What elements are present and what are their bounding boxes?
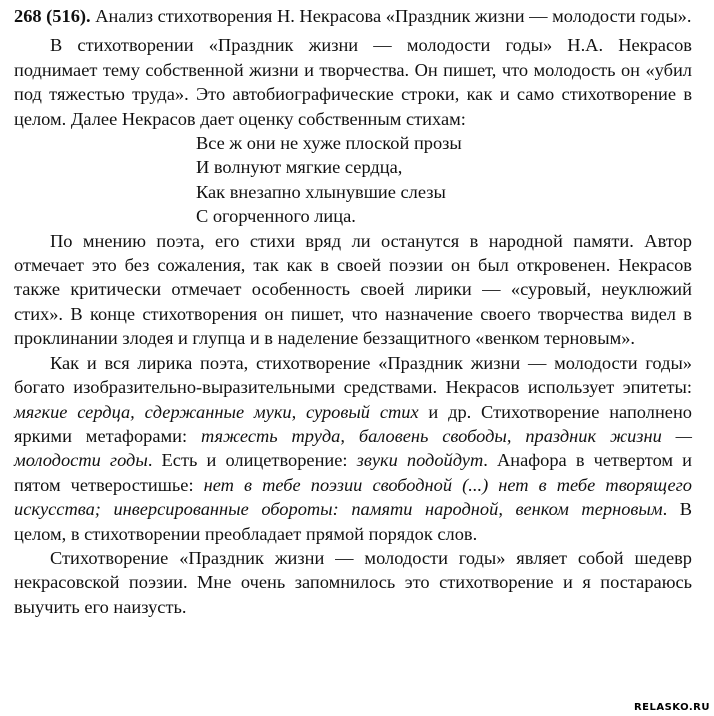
document-page [14, 4, 692, 619]
verse-line: Как внезапно хлынувшие слезы [196, 181, 446, 202]
site-watermark: RELASKO.RU [633, 702, 710, 713]
devices-text: . В целом, в стихотворении преобладает прямой порядок слов. [14, 499, 693, 544]
epithets-examples: мягкие сердца, сдержанные муки, суровый стих [14, 401, 419, 422]
verse-line: С огорченного лица. [196, 206, 356, 227]
exercise-title: Анализ стихотворения Н. Некрасова «Праздник жизни — молодости годы». [95, 6, 692, 26]
exercise-heading [14, 4, 692, 28]
metaphors-examples: тяжесть труда, баловень свободы, праздник жизни — молодости годы [14, 425, 693, 471]
paragraph-opinion: По мнению поэта, его стихи вряд ли останутся в народной памяти. Автор отмечает это без сожаления, так как в своей поэзии он был откровенен. Некрасов также критически отмечает особенность своей лирики — «суровый, неуклюжий стих». В конце стихотворения он пишет, что назначение своего творчества видел в проклинании злодея и глупца и в наделение беззащитного «венком терновым». [14, 230, 692, 349]
paragraph-intro: В стихотворении «Праздник жизни — молодости годы» Н.А. Некрасов поднимает тему собственной жизни и творчества. Он пишет, что молодость он «убил под тяжестью труда». Это автобиографические строки, как и само стихотворение в целом. Далее Некрасов дает оценку собственным стихам: [14, 35, 692, 129]
devices-text: . Анафора в четвертом и пятом четверостишье: [14, 450, 693, 495]
devices-text: и др. Стихотворение наполнено яркими метафорами: [14, 401, 692, 446]
devices-text: . Есть и олицетворение: [147, 450, 357, 471]
anaphora-examples: нет в тебе поэзии свободной (...) нет в тебе творящего искусства; инверсированные обороты: памяти народной, венком терновым [14, 474, 693, 520]
paragraph-conclusion: Стихотворение «Праздник жизни — молодости годы» являет собой шедевр некрасовской поэзии. Мне очень запомнилось это стихотворение и я постараюсь выучить его наизусть. [14, 547, 692, 617]
personification-example: звуки подойдут [356, 450, 484, 471]
verse-line: Все ж они не хуже плоской прозы [196, 133, 462, 154]
exercise-number: 268 (516). [14, 6, 91, 26]
verse-line: И волнуют мягкие сердца, [196, 157, 403, 178]
paragraph-devices [14, 351, 692, 546]
devices-text: Как и вся лирика поэта, стихотворение «Праздник жизни — молодости годы» богато изобразительно-выразительными средствами. Некрасов использует эпитеты: [14, 352, 692, 398]
poem-quote [196, 131, 692, 229]
